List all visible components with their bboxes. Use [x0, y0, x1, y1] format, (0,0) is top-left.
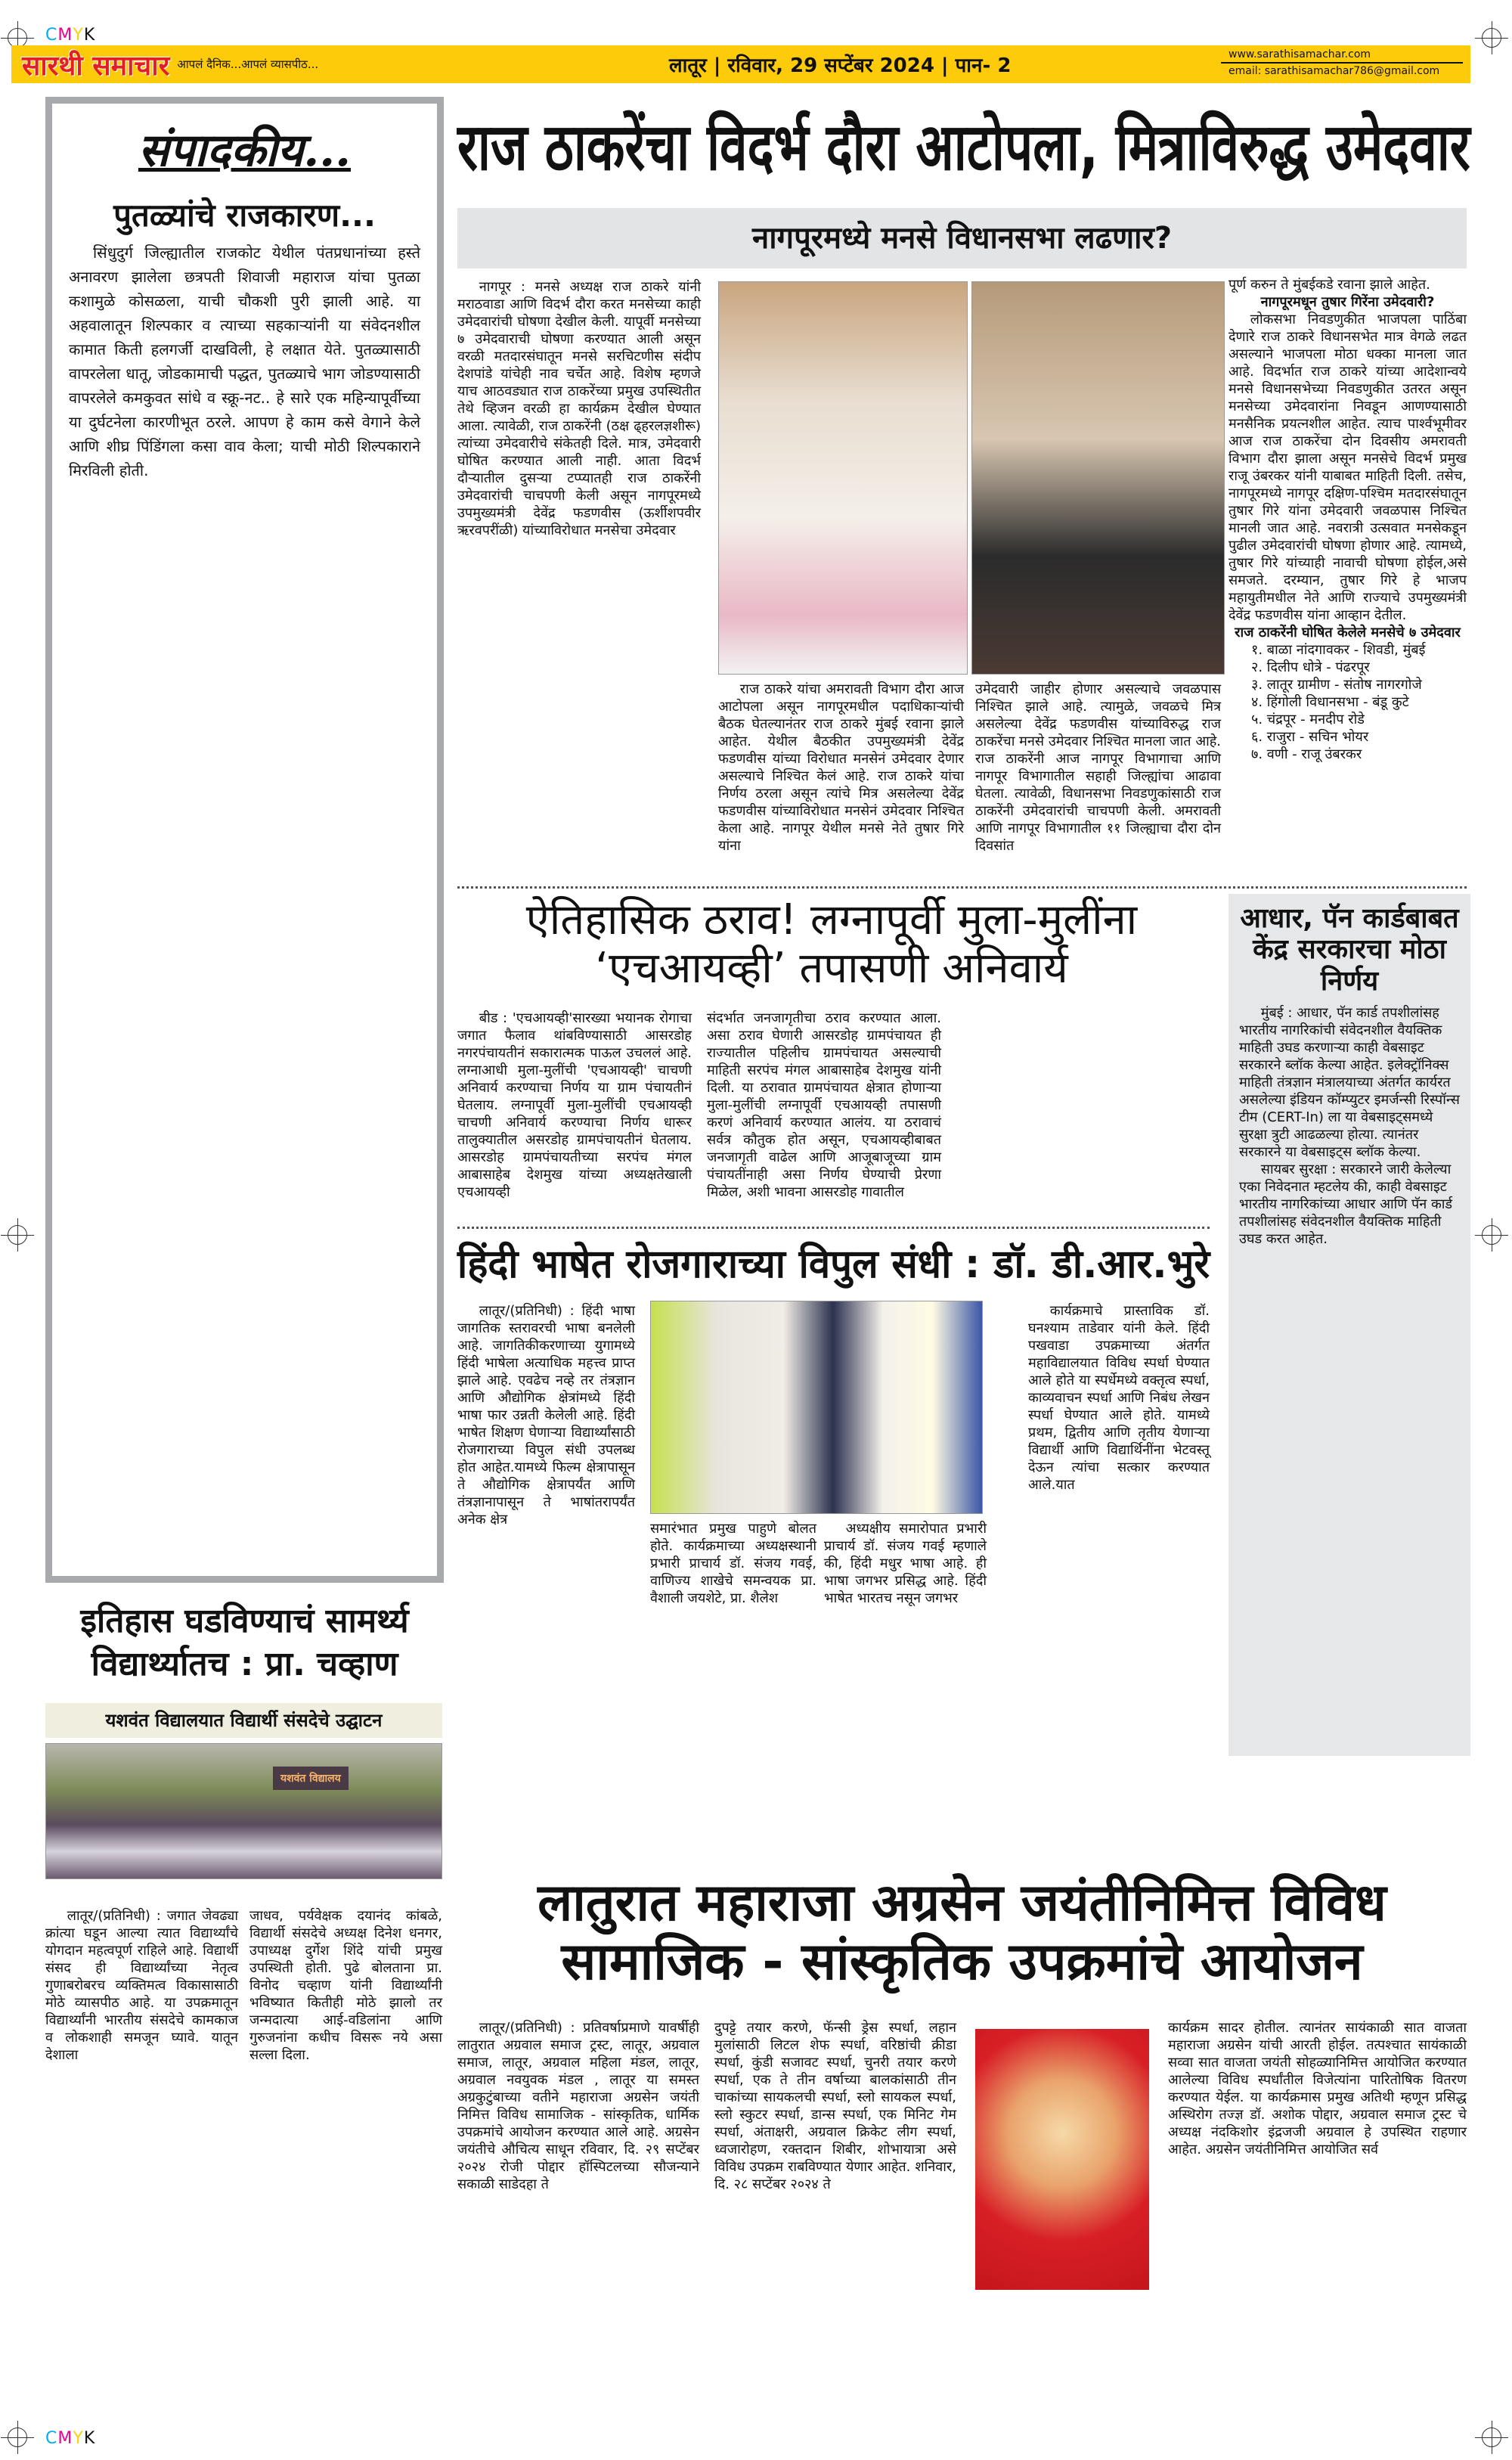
editorial-body: सिंधुदुर्ग जिल्ह्यातील राजकोट येथील पंतप्रधानांच्या हस्ते अनावरण झालेला छत्रपती शिवाजी महाराज यांचा पुतळा कशामुळे कोसळला, याची चौकशी पुरी झाली आहे. या अहवालातून शिल्पकार व त्याच्या सहकाऱ्यांनी या संवेदनशील कामात किती हलगर्जी दाखविली, हे लक्षात येते. पुतळ्यासाठी वापरलेला धातू, जोडकामाची पद्धत, पुतळ्याचे भाग जोडण्यासाठी वापरलेले कमकुवत सांधे व स्क्रू-नट.. हे सारे एक महिन्यापूर्वीच्या या दुर्घटनेला कारणीभूत ठरले. आपण हे काम कसे वेगाने केले आणि शीघ्र पिंडिंगला कसा वाव केला; याची मोठी शिल्पकाराने मिरविली होती. — [69, 244, 420, 479]
editorial-section-title: संपादकीय... — [138, 124, 352, 177]
list-item: २. दिलीप धोत्रे - पंढरपूर — [1251, 659, 1370, 675]
contact-info — [1221, 47, 1463, 79]
website-link[interactable]: www.sarathisamachar.com — [1228, 48, 1371, 60]
lead-subhead-bar — [457, 208, 1467, 268]
maharaja-agrasen-image — [975, 2029, 1149, 2290]
lead-col4-subhead: नागपूरमधून तुषार गिरेंना उमेदवारी? — [1260, 294, 1435, 310]
lead-headline-wrap — [457, 106, 1470, 189]
lead-col4-body: लोकसभा निवडणुकीत भाजपला पाठिंबा देणारे राज ठाकरे विधानसभेत मात्र वेगळे लढत असल्याने भाजपला मोठा धक्का मानला जात आहे. विदर्भात राज ठाकरे यांच्या आदेशान्वये मनसे विधानसभेच्या निवडणुकीत उतरत असून मनसेच्या उमेदवारांना निवडून आणण्यासाठी मनसैनिक प्रयत्नशील आहेत. त्याच पार्श्वभूमीवर आज राज ठाकरेंचा दोन दिवसीय अमरावती विभाग दौरा झाला असून मनसेचे विदर्भ प्रमुख राजू उंबरकर यांनी याबाबत माहिती दिली. तसेच, नागपूरमध्ये नागपूर दक्षिण-पश्चिम मतदारसंघातून तुषार गिरे यांना उमेदवारी जवळपास निश्चित मानली जात आहे. नवरात्री उत्सवात मनसेकडून पुढील उमेदवारांची घोषणा होणार आहे. त्यामध्ये, तुषार गिरे यांच्याही नावाची घोषणा होईल,असे समजते. दरम्यान, तुषार गिरे हे भाजप महायुतीमधील नेते आणि राज्याचे उपमुख्यमंत्री देवेंद्र फडणवीस यांना आव्हान देतील. — [1228, 312, 1467, 623]
agrasen-col3: कार्यक्रम सादर होतील. त्यानंतर सायंकाळी सात वाजता महाराजा अग्रसेन यांची आरती होईल. तत्पश्चात सायंकाळी सव्वा सात वाजता जयंती सोहळ्यानिमित्त आयोजित करण्यात आलेल्या विविध स्पर्धांतील विजेत्यांना पारितोषिक वितरण करण्यात येईल. या कार्यक्रमास प्रमुख अतिथी म्हणून प्रसिद्ध अस्थिरोग तज्ज्ञ डॉ. अशोक पोद्दार, अग्रवाल समाज ट्रस्ट चे अध्यक्ष नंदकिशोर इंद्रजजी अग्रवाल हे उपस्थित राहणार आहेत. अग्रसेन जयंतीनिमित्त आयोजित सर्व — [1168, 2020, 1467, 2158]
candidate-list-title: राज ठाकरेंनी घोषित केलेले मनसेचे ७ उमेदवार — [1235, 625, 1461, 641]
aadhaar-headline: आधार, पॅन कार्डबाबत केंद्र सरकारचा मोठा निर्णय — [1240, 903, 1459, 997]
editorial-box — [45, 97, 444, 1583]
agrasen-col2: दुपट्टे तयार करणे, फॅन्सी ड्रेस स्पर्धा, लहान मुलांसाठी लिटल शेफ स्पर्धा, वरिष्ठांची क्रीडा स्पर्धा, कुंडी सजावट स्पर्धा, चुनरी तयार करणे स्पर्धा, एक ते तीन वर्षाच्या बालकांसाठी तीन चाकांच्या सायकलची स्पर्धा, स्लो सायकल स्पर्धा, स्लो स्कुटर स्पर्धा, डान्स स्पर्धा, एक मिनिट गेम स्पर्धा, अंताक्षरी, अग्रवाल क्रिकेट लीग स्पर्धा, ध्वजारोहण, रक्तदान शिबीर, शोभायात्रा असे विविध उपक्रम राबविण्यात येणार आहेत. शनिवार, दि. २८ सप्टेंबर २०२४ ते — [714, 2020, 956, 2192]
registration-mark-icon — [1482, 28, 1501, 48]
aadhaar-box — [1228, 894, 1470, 1756]
hindi-col1: लातूर/(प्रतिनिधी) : हिंदी भाषा जागतिक स्तरावरची भाषा बनलेली आहे. जागतिकीकरणाच्या युगामध्ये हिंदी भाषेला अत्याधिक महत्त्व प्राप्त झाले आहे. एवढेच नव्हे तर तंत्रज्ञान आणि औद्योगिक क्षेत्रांमध्ये हिंदी भाषा फार उन्नती केलेली आहे. हिंदी भाषेत शिक्षण घेणाऱ्या विद्यार्थ्यांसाठी रोजगाराच्या विपुल संधी उपलब्ध होत आहेत.यामध्ये फिल्म क्षेत्रापासून ते औद्योगिक क्षेत्रापर्यंत आणि तंत्रज्ञानापासून ते भाषांतरापर्यंत अनेक क्षेत्र — [457, 1303, 635, 1528]
aadhaar-body: मुंबई : आधार, पॅन कार्ड तपशीलांसह भारतीय नागरिकांची संवेदनशील वैयक्तिक माहिती उघड करणाऱ्या काही वेबसाइट सरकारने ब्लॉक केल्या आहेत. इलेक्ट्रॉनिक्स माहिती तंत्रज्ञान मंत्रालयाच्या अंतर्गत कार्यरत असलेल्या इंडियन कॉम्प्युटर इमर्जन्सी रिस्पॉन्स टीम (CERT-In) ला या वेबसाइट्समध्ये सुरक्षा त्रुटी आढळल्या होत्या. त्यानंतर सरकारने या वेबसाइट्स ब्लॉक केल्या. — [1239, 1005, 1460, 1161]
hindi-headline: हिंदी भाषेत रोजगाराच्या विपुल संधी : डॉ. डी.आर.भुरे — [457, 1242, 1210, 1287]
lead-col2: राज ठाकरे यांचा अमरावती विभाग दौरा आज आटोपला असून नागपूरमधील पदाधिकाऱ्यांची बैठक घेतल्यानंतर राज ठाकरे मुंबई रवाना झाले आहेत. येथील बैठकीत उपमुख्यमंत्री देवेंद्र फडणवीस यांच्या विरोधात मनसेनं उमेदवार देणार असल्याचे निश्चित केलं आहे. राज ठाकरे यांचा निर्णय ठरला असून त्यांचे मित्र असलेल्या देवेंद्र फडणवीस यांच्याविरोधात मनसेनं उमेदवार निश्चित केला आहे. नागपूर येथील मनसे नेते तुषार गिरे यांना — [718, 681, 964, 854]
email-link[interactable]: email: sarathisamachar786@gmail.com — [1228, 65, 1440, 77]
agrasen-col1: लातूर/(प्रतिनिधी) : प्रतिवर्षाप्रमाणे यावर्षीही लातुरात अग्रवाल समाज ट्रस्ट, लातूर, अग्रवाल समाज, लातूर, अग्रवाल महिला मंडल, लातूर, अग्रवाल नवयुवक मंडल , लातूर या समस्त अग्रकुटुंबाच्या वतीने महाराजा अग्रसेन जयंती निमित्त विविध सामाजिक - सांस्कृतिक, धार्मिक उपक्रमांचे आयोजन करण्यात आले आहे. अग्रसेन जयंतीचे औचित्य साधून रविवार, दि. २९ सप्टेंबर २०२४ रोजी पोद्दार हॉस्पिटलच्या सौजन्याने सकाळी साडेदहा ते — [457, 2020, 699, 2192]
masthead — [11, 45, 1470, 83]
tushar-gire-photo — [971, 281, 1225, 675]
tagline: आपलं दैनिक...आपलं व्यासपीठ... — [177, 57, 319, 71]
school-col2: जाधव, पर्यवेक्षक दयानंद कांबळे, विद्यार्थी संसदेचे अध्यक्ष दिनेश धनगर, उपाध्यक्ष दुर्गेश शिंदे यांची प्रमुख उपस्थिती होती. पुढे बोलताना प्रा. विनोद चव्हाण यांनी विद्यार्थ्यांनी भविष्यात कितीही मोठे झालो तर जन्मदात्या आई-वडिलांना आणि गुरुजनांना कधीच विसरू नये असा सल्ला दिला. — [249, 1908, 442, 2063]
list-item: ३. लातूर ग्रामीण - संतोष नागरगोजे — [1251, 677, 1422, 693]
cmyk-mark-top: CMYK — [45, 26, 96, 45]
registration-mark-icon — [1482, 2427, 1501, 2447]
hindi-event-photo — [650, 1301, 983, 1514]
school-banner: यशवंत विद्यालय — [273, 1767, 349, 1790]
school-subhead-bar — [45, 1703, 442, 1738]
dateline: लातूर | रविवार, 29 सप्टेंबर 2024 | पान- 2 — [669, 54, 1012, 77]
aadhaar-body: सायबर सुरक्षा : सरकारने जारी केलेल्या एका निवेदनात म्हटलेय की, काही वेबसाइट भारतीय नागरिकांच्या आधार आणि पॅन कार्ड तपशीलांसह संवेदनशील वैयक्तिक माहिती उघड करत आहेत. — [1239, 1162, 1453, 1248]
candidate-list — [1228, 641, 1467, 763]
hindi-col2: समारंभात प्रमुख पाहुणे बोलत होते. कार्यक्रमाच्या अध्यक्षस्थानी प्रभारी प्राचार्य डॉ. संजय गवई, वाणिज्य शाखेचे समन्वयक प्रा. वैशाली जयशेटे, प्रा. शैलेश — [650, 1521, 816, 1606]
lead-subhead: नागपूरमध्ये मनसे विधानसभा लढणार? — [752, 221, 1173, 256]
list-item: १. बाळा नांदगावकर - शिवडी, मुंबई — [1251, 642, 1426, 658]
school-event-photo — [45, 1743, 442, 1879]
lead-col3: उमेदवारी जाहीर होणार असल्याचे जवळपास निश्चित झाले आहे. त्यामुळे, जवळचे मित्र असलेल्या देवेंद्र फडणवीस यांच्याविरुद्ध राज ठाकरेंचा मनसे उमेदवार निश्चित मानला जात आहे. राज ठाकरेंनी आज नागपूर विभागाचा आणि नागपूर विभागातील सहाही जिल्ह्यांचा आढावा घेतला. त्यावेळी, विधानसभा निवडणुकांसाठी राज ठाकरेंनी उमेदवारांची चाचपणी केली. अमरावती आणि नागपूर विभागातील ११ जिल्ह्याचा दौरा दोन दिवसांत — [975, 681, 1221, 854]
list-item: ४. हिंगोली विधानसभा - बंडू कुटे — [1251, 694, 1409, 710]
newspaper-logo: सारथी समाचार — [22, 50, 170, 82]
lead-col1: नागपूर : मनसे अध्यक्ष राज ठाकरे यांनी मराठवाडा आणि विदर्भ दौरा करत मनसेच्या काही उमेदवारांची घोषणा देखील केली. यापूर्वी मनसेच्या ७ उमेदवाराची घोषणा करण्यात आली असून वरळी मतदारसंघातून मनसे सरचिटणीस संदीप देशपांडे यांचेही नाव चर्चेत आहे. विशेष म्हणजे याच आठवड्यात राज ठाकरेंच्या प्रमुख उपस्थितीत तेथे व्हिजन वरळी हा कार्यक्रम देखील घेण्यात आला. त्यावेळी, राज ठाकरेंनी (ठक्ष ढ्हरलज्ञशीरू) त्यांच्या उमेदवारीचे संकेतही दिले. मात्र, उमेदवारी घोषित करण्यात आली नाही. आता विदर्भ दौऱ्यातील दुसऱ्या टप्प्यातही राज ठाकरेंनी उमेदवारांची चाचपणी केली असून नागपूरमध्ये उपमुख्यमंत्री देवेंद्र फडणवीस (ऊर्शीशपवीर ऋरवपरींळी) यांच्याविरोधात मनसेचा उमेदवार — [457, 279, 701, 538]
divider — [457, 1227, 1210, 1229]
editorial-title: पुतळ्यांचे राजकारण... — [113, 197, 376, 234]
school-subhead: यशवंत विद्यालयात विद्यार्थी संसदेचे उद्घाटन — [105, 1710, 383, 1731]
hindi-col3: अध्यक्षीय समारोपात प्रभारी प्राचार्य डॉ. संजय गवई म्हणाले की, हिंदी मधुर भाषा आहे. ही भाषा जगभर प्रसिद्ध आहे. हिंदी भाषेत भारतच नसून जगभर — [824, 1521, 987, 1606]
lead-col4-intro: पूर्ण करुन ते मुंबईकडे रवाना झाले आहेत. — [1228, 277, 1430, 293]
list-item: ६. राजुरा - सचिन भोयर — [1251, 729, 1369, 745]
list-item: ५. चंद्रपूर - मनदीप रोडे — [1251, 712, 1365, 727]
lead-headline: राज ठाकरेंचा विदर्भ दौरा आटोपला, मित्राविरुद्ध उमेदवार — [457, 110, 1470, 185]
divider — [457, 886, 1467, 889]
hindi-col4: कार्यक्रमाचे प्रास्ताविक डॉ. घनश्याम ताडेवार यांनी केले. हिंदी पखवाडा उपक्रमाच्या अंतर्गत महाविद्यालयात विविध स्पर्धा घेण्यात आले होते या स्पर्धेमध्ये वक्तृत्व स्पर्धा, काव्यवाचन स्पर्धा आणि निबंध लेखन स्पर्धा घेण्यात आले होते. यामध्ये प्रथम, द्वितीय आणि तृतीय येणाऱ्या विद्यार्थी आणि विद्यार्थिनींना भेटवस्तू देऊन त्यांचा सत्कार करण्यात आले.यात — [1028, 1303, 1210, 1493]
cmyk-mark-bottom: CMYK — [45, 2429, 96, 2448]
registration-mark-icon — [8, 2427, 27, 2447]
hiv-col1: बीड : 'एचआयव्ही'सारख्या भयानक रोगाचा जगात फैलाव थांबविण्यासाठी आसरडोह नगरपंचायतीनं सकारात्मक पाऊल उचललं आहे. लग्नाआधी मुला-मुलींची 'एचआयव्ही' चाचणी अनिवार्य करण्याचा निर्णय या ग्राम पंचायतीनं घेतलाय. लग्नापूर्वी मुला-मुलींची एचआयव्ही चाचणी अनिवार्य करण्याचा निर्णय धारूर तालुक्यातील असरडोह ग्रामपंचायतीनं घेतलाय. आसरडोह ग्रामपंचायतीच्या सरपंच मंगल आबासाहेब देशमुख यांच्या अध्यक्षतेखाली एचआयव्ही — [457, 1010, 692, 1200]
hiv-col2: संदर्भात जनजागृतीचा ठराव करण्यात आला. असा ठराव घेणारी आसरडोह ग्रामपंचायत ही राज्यातील पहिलीच ग्रामपंचायत असल्याची माहिती सरपंच मंगल आबासाहेब देशमुख यांनी दिली. या ठरावात ग्रामपंचायत क्षेत्रात होणाऱ्या मुला-मुलींची लग्नापूर्वी एचआयव्ही तपासणी करणं अनिवार्य करण्यात आलंय. या ठरावाचं सर्वत्र कौतुक होत असून, एचआयव्हीबाबत जनजागृती वाढेल आणि आजूबाजूच्या ग्राम पंचायतींनाही असा निर्णय घेण्याची प्रेरणा मिळेल, अशी भावना आसरडोह गावातील — [707, 1010, 941, 1200]
registration-mark-icon — [8, 1225, 27, 1245]
hiv-headline: ऐतिहासिक ठराव! लग्नापूर्वी मुला-मुलींना ‘एचआयव्ही’ तपासणी अनिवार्य — [525, 895, 1138, 994]
school-headline: इतिहास घडविण्याचं सामर्थ्य विद्यार्थ्यातच : प्रा. चव्हाण — [80, 1602, 409, 1684]
school-col1: लातूर/(प्रतिनिधी) : जगात जेवढ्या क्रांत्या घडून आल्या त्यात विद्यार्थ्यांचे योगदान महत्वपूर्ण राहिले आहे. विद्यार्थी संसद ही विद्यार्थ्यांच्या नेतृत्व गुणाबरोबरच व्यक्तिमत्व विकासासाठी मोठे व्यासपीठ आहे. या उपक्रमातून विद्यार्थ्यांनी भारतीय संसदेचे कामकाज व लोकशाही समजून घ्यावे. यातून देशाला — [45, 1908, 238, 2063]
registration-mark-icon — [1482, 1225, 1501, 1245]
list-item: ७. वणी - राजू उंबरकर — [1251, 746, 1362, 762]
agrasen-headline: लातुरात महाराजा अग्रसेन जयंतीनिमित्त विविध सामाजिक - सांस्कृतिक उपक्रमांचे आयोजन — [538, 1873, 1387, 1993]
raj-thackeray-photo — [718, 281, 968, 675]
